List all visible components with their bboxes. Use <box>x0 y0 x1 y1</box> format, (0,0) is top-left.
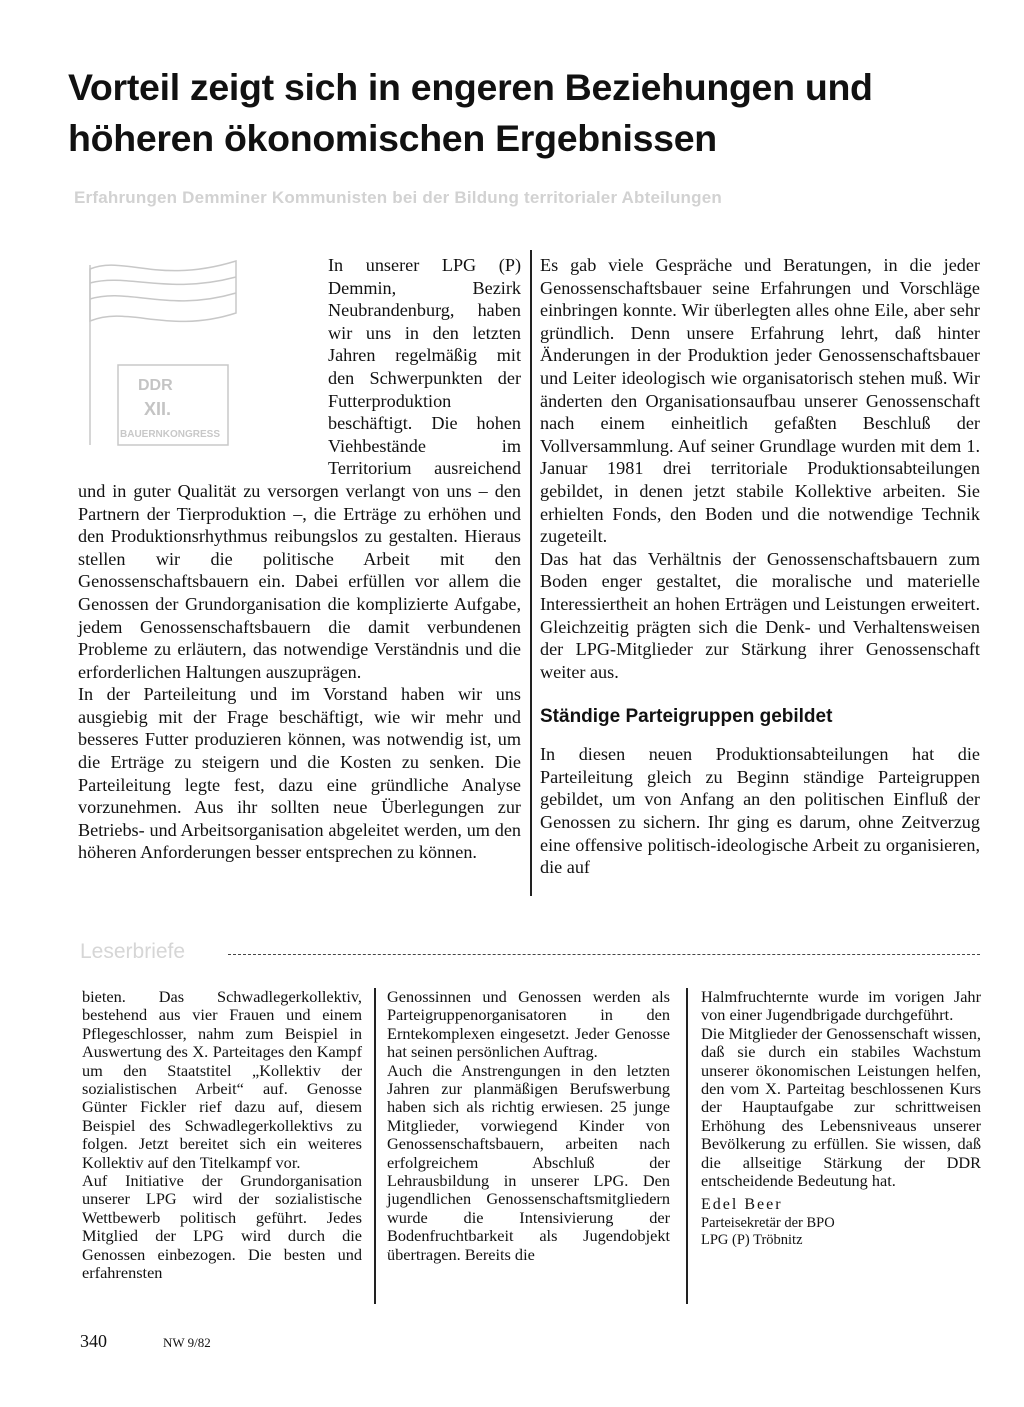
emblem-spacer <box>78 254 328 464</box>
author-organization: LPG (P) Tröbnitz <box>701 1231 803 1248</box>
article-headline: Vorteil zeigt sich in engeren Beziehungen und höheren ökonomischen Ergebnissen <box>68 66 873 159</box>
article-column-2 <box>540 254 980 879</box>
article-column-1 <box>78 254 521 864</box>
column2-paragraph2: Das hat das Verhältnis der Genossenschaftsbauern zum Boden enger gestaltet, die moralische und materielle Interessiertheit an hohen Erträgen und Leistungen erweitert. Gleichzeitig prägten sich die Denk- und Verhaltensweisen der LPG-Mitglieder zur Stärkung ihrer Genossenschaft weiter aus. <box>540 548 980 682</box>
letter-col2-paragraph2: Auch die Anstrengungen in den letzten Jahren zur planmäßigen Berufswerbung haben sich als richtig erwiesen. 25 junge Mitglieder, vorwiegend Kinder von Genossenschaftsbauern, arbeiten nach erfolgreichem Abschluß der Lehrausbildung in unserer LPG. Den jugendlichen Genossenschaftsmitgliedern wurde die Intensivierung der Bodenfruchtbarkeit als Jugendobjekt übertragen. Bereits die <box>387 1060 670 1264</box>
letter-column-2 <box>387 988 670 1264</box>
column1-intro: In unserer LPG (P) Demmin, Bezirk Neubrandenburg, haben wir uns in den letzten Jahren regelmäßig mit den Schwerpunkten der Futterproduktion beschäftigt. Die hohen Viehbestände im Territorium ausreichend und in guter Qualität zu versorgen verlangt von uns – den Partnern der Tierproduktion –, die Erträge zu erhöhen und den Produktionsrhythmus reibungslos zu gestalten. Hieraus stellen wir die politische Arbeit mit den Genossenschaftsbauern ein. Dabei erfüllen vor allem die Genossen der Grundorganisation die komplizierte Aufgabe, jedem Genossenschaftsbauern die damit verbundenen Probleme zu erläutern, das notwendige Verständnis und die erforderlichen Haltungen auszuprägen. <box>78 255 521 682</box>
section-heading: Ständige Parteigruppen gebildet <box>540 706 833 728</box>
letter-col1-paragraph1: bieten. Das Schwadlegerkollektiv, bestehend aus vier Frauen und einem Pflegeschlosser, nahm zum Beispiel in Auswertung des X. Parteitages den Kampf um den Staatstitel „Kollektiv der sozialistischen Arbeit“ auf. Genosse Günter Fickler rief dazu auf, diesem Beispiel des Schwadlegerkollektivs zu folgen. Jetzt bereitet sich ein weiteres Kollektiv auf den Titelkampf vor. <box>82 987 362 1172</box>
column-divider <box>530 250 532 896</box>
letter-divider-2 <box>686 988 688 1304</box>
page-number: 340 <box>80 1331 107 1351</box>
letter-divider-1 <box>374 988 376 1304</box>
letter-column-1 <box>82 988 362 1283</box>
issue-label: NW 9/82 <box>163 1335 211 1350</box>
section-label: Leserbriefe <box>80 940 186 963</box>
column1-paragraph2: In der Parteileitung und im Vorstand haben wir uns ausgiebig mit der Frage beschäftigt, wie wir mehr und besseres Futter produzieren können, was notwendig ist, um die Erträge zu steigern und die Kosten zu senken. Die Parteileitung legte fest, dazu eine gründliche Analyse vorzunehmen. Aus ihr sollten neue Überlegungen zur Betriebs- und Arbeitsorganisation abgeleitet werden, um den höheren Anforderungen besser entsprechen zu können. <box>78 684 521 863</box>
badge-line1: DDR <box>138 377 173 394</box>
article-subtitle: Erfahrungen Demminer Kommunisten bei der Bildung territorialer Abteilungen <box>74 188 722 207</box>
column2-paragraph1: Es gab viele Gespräche und Beratungen, in die jeder Genossenschaftsbauer seine Erfahrungen und Vorschläge einbringen konnte. Wir überlegten alles ohne Eile, aber sehr gründlich. Denn unsere Erfahrung lehrt, daß hinter Änderungen in der Produktion jeder Genossenschaftsbauer und Leiter ideologisch wie organisatorisch stehen muß. Wir änderten den Organisationsaufbau unserer Genossenschaft nach einem einheitlich gefaßten Beschluß der Vollversammlung. Auf seiner Grundlage wurden mit dem 1. Januar 1981 drei territoriale Produktionsabteilungen gebildet, in denen jetzt stabile Kollektive arbeiten. Sie erhielten Fonds, den Boden und die notwendige Technik zugeteilt. <box>540 255 980 547</box>
letter-col1-paragraph2: Auf Initiative der Grundorganisation unserer LPG wird der sozialistische Wettbewerb politisch geführt. Jedes Mitglied der LPG wird durch die Genossen einbezogen. Die besten und erfahrensten <box>82 1171 362 1283</box>
author-name: Edel Beer <box>701 1196 783 1214</box>
section-divider <box>228 954 980 955</box>
badge-line2: XII. <box>144 399 172 419</box>
author-role: Parteisekretär der BPO <box>701 1214 835 1231</box>
column2-paragraph3: In diesen neuen Produktionsabteilungen hat die Parteileitung gleich zu Beginn ständige Parteigruppen gebildet, um von Anfang an den politischen Einfluß der Genossen zu sichern. Ihr ging es darum, ohne Zeitverzug eine offensive politisch-ideologische Arbeit zu organisieren, die auf <box>540 744 980 878</box>
letter-col3-paragraph2: Die Mitglieder der Genossenschaft wissen, daß sie durch ein stabiles Wachstum unserer ökonomischen Leistungen helfen, den vom X. Parteitag beschlossenen Kurs der Hauptaufgabe zur schrittweisen Erhöhung des Lebensniveaus unserer Bevölkerung zu erfüllen. Sie wissen, daß die allseitige Stärkung der DDR entscheidende Bedeutung hat. <box>701 1023 981 1191</box>
letter-col3-paragraph1: Halmfruchternte wurde im vorigen Jahr von einer Jugendbrigade durchgeführt. <box>701 987 981 1025</box>
badge-line3: BAUERNKONGRESS <box>120 429 221 440</box>
letter-col2-paragraph1: Genossinnen und Genossen werden als Parteigruppenorganisatoren in den Erntekomplexen eingesetzt. Jeder Genosse hat seinen persönlichen Auftrag. <box>387 987 670 1062</box>
letter-column-3 <box>701 988 981 1249</box>
